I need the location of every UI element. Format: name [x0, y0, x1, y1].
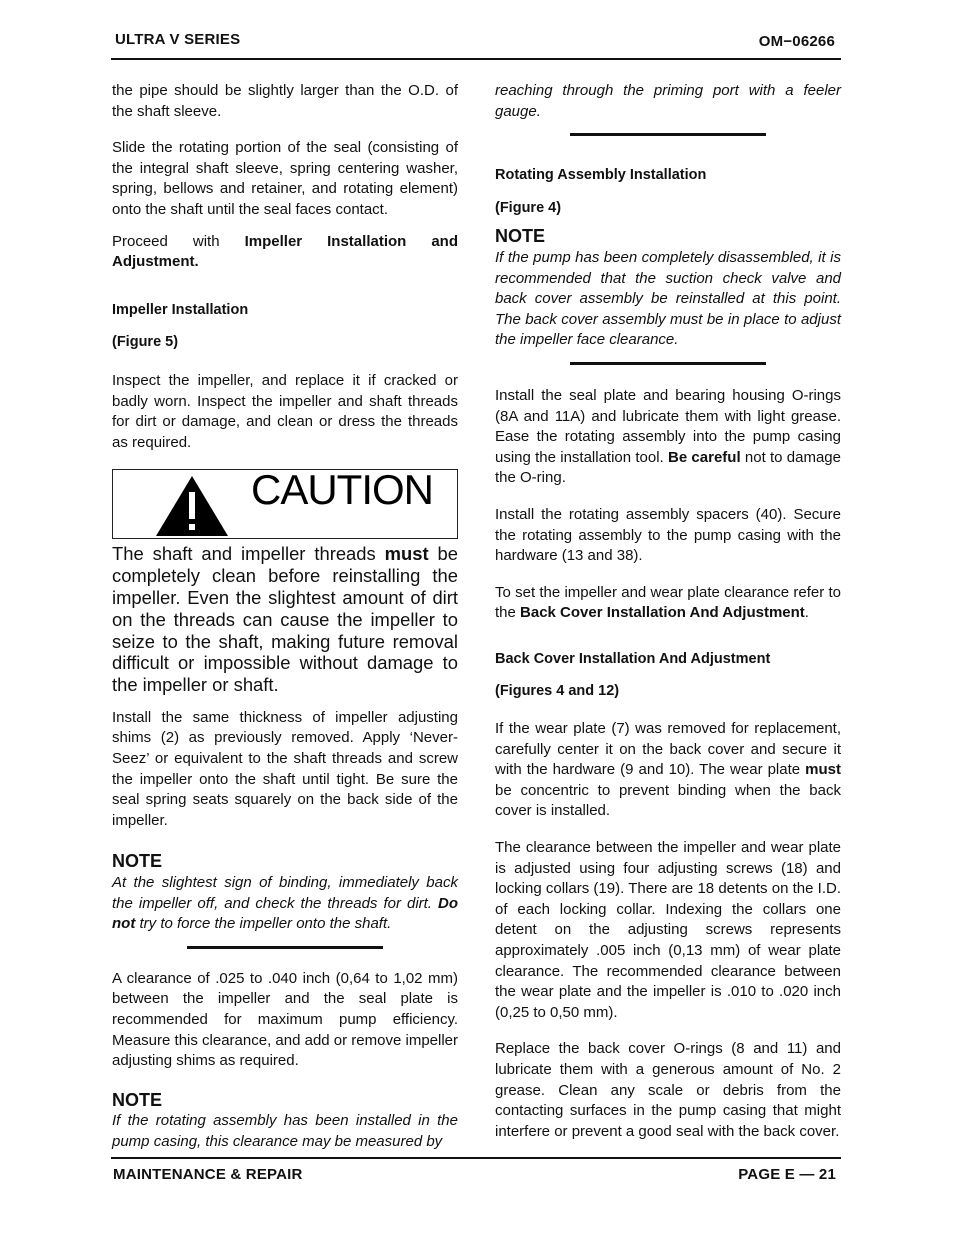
footer-section: MAINTENANCE & REPAIR — [113, 1166, 303, 1183]
section-heading: Impeller Installation — [112, 301, 249, 318]
caution-text: The shaft and impeller threads must be completely clean before reinstalling the impeller. Even the slightest amount of dirt on the threads can cause the impeller to seize to the shaft, making future removal difficult or impossible without damage to the impeller or shaft. — [112, 543, 458, 696]
figure-reference: (Figure 4) — [495, 199, 562, 216]
header-rule — [111, 58, 841, 60]
header-series: ULTRA V SERIES — [115, 31, 241, 48]
note-title: NOTE — [495, 226, 546, 247]
figure-reference: (Figure 5) — [112, 334, 179, 351]
note-divider — [187, 946, 383, 949]
paragraph: The clearance between the impeller and wear plate is adjusted using four adjusting screws (18) and locking collars (19). There are 18 detents on the I.D. of each locking collar. Indexing the collars one detent on the adjusting screws represents approximately .005 inch (0,13 mm) of wear plate clearance. The recommended clearance between the wear plate and the impeller is .010 to .020 inch (0,25 to 0,50 mm). — [495, 839, 841, 1021]
note-divider — [570, 362, 766, 365]
note-text: If the rotating assembly has been installed in the pump casing, this clearance may be measured by — [112, 1112, 458, 1150]
note-text-continued: reaching through the priming port with a feeler gauge. — [495, 82, 841, 120]
paragraph: Slide the rotating portion of the seal (consisting of the integral shaft sleeve, spring centering washer, spring, bellows and retainer, and rotating element) onto the shaft until the seal faces contact. — [112, 139, 458, 218]
figure-reference: (Figures 4 and 12) — [495, 683, 620, 700]
right-column — [495, 81, 841, 1142]
header-doc-number: OM−06266 — [758, 33, 835, 50]
note-title: NOTE — [112, 851, 163, 872]
paragraph: Inspect the impeller, and replace it if cracked or badly worn. Inspect the impeller and shaft threads for dirt or damage, and clean or dress the threads as required. — [112, 371, 458, 451]
note-text: At the slightest sign of binding, immediately back the impeller off, and check the threads for dirt. Do not try to force the impeller onto the shaft. — [112, 874, 458, 933]
left-column — [112, 81, 458, 1153]
paragraph: A clearance of .025 to .040 inch (0,64 to 1,02 mm) between the impeller and the seal plate is recommended for maximum pump efficiency. Measure this clearance, and add or remove impeller adjusting shims as required. — [112, 969, 459, 1070]
footer-rule — [111, 1157, 841, 1159]
paragraph: If the wear plate (7) was removed for replacement, carefully center it on the back cover and secure it with the hardware (9 and 10). The wear plate must be concentric to prevent binding when the back cover is installed. — [495, 720, 841, 820]
paragraph: Install the seal plate and bearing housing O-rings (8A and 11A) and lubricate them with light grease. Ease the rotating assembly into the pump casing using the installation tool. Be careful not to damage the O-ring. — [495, 386, 841, 487]
paragraph: Proceed with Impeller Installation and Adjustment. — [112, 232, 458, 271]
section-heading: Rotating Assembly Installation — [495, 167, 707, 184]
caution-box — [112, 466, 458, 539]
paragraph: Replace the back cover O-rings (8 and 11) and lubricate them with a generous amount of No. 2 grease. Clean any scale or debris from the contacting surfaces in the pump casing that might interfere or prevent a good seal with the back cover. — [495, 1040, 841, 1140]
note-text: If the pump has been completely disassembled, it is recommended that the suction check valve and back cover assembly be reinstalled at this point. The back cover assembly must be in place to adjust the impeller face clearance. — [495, 248, 841, 349]
paragraph: Install the same thickness of impeller adjusting shims (2) as previously removed. Apply ‘Never-Seez’ or equivalent to the shaft threads and screw the impeller onto the shaft until tight. Be sure the seal spring seats squarely on the back side of the impeller. — [112, 708, 458, 829]
paragraph: Install the rotating assembly spacers (40). Secure the rotating assembly to the pump casing with the hardware (13 and 38). — [495, 505, 841, 565]
paragraph: To set the impeller and wear plate clearance refer to the Back Cover Installation And Adjustment. — [495, 583, 841, 622]
paragraph: the pipe should be slightly larger than the O.D. of the shaft sleeve. — [112, 82, 458, 120]
footer-page-number: PAGE E — 21 — [738, 1166, 836, 1183]
warning-triangle-icon — [155, 475, 229, 537]
caution-label: CAUTION — [251, 466, 433, 514]
section-heading: Back Cover Installation And Adjustment — [495, 650, 771, 667]
note-divider — [570, 133, 766, 136]
note-title: NOTE — [112, 1089, 163, 1110]
